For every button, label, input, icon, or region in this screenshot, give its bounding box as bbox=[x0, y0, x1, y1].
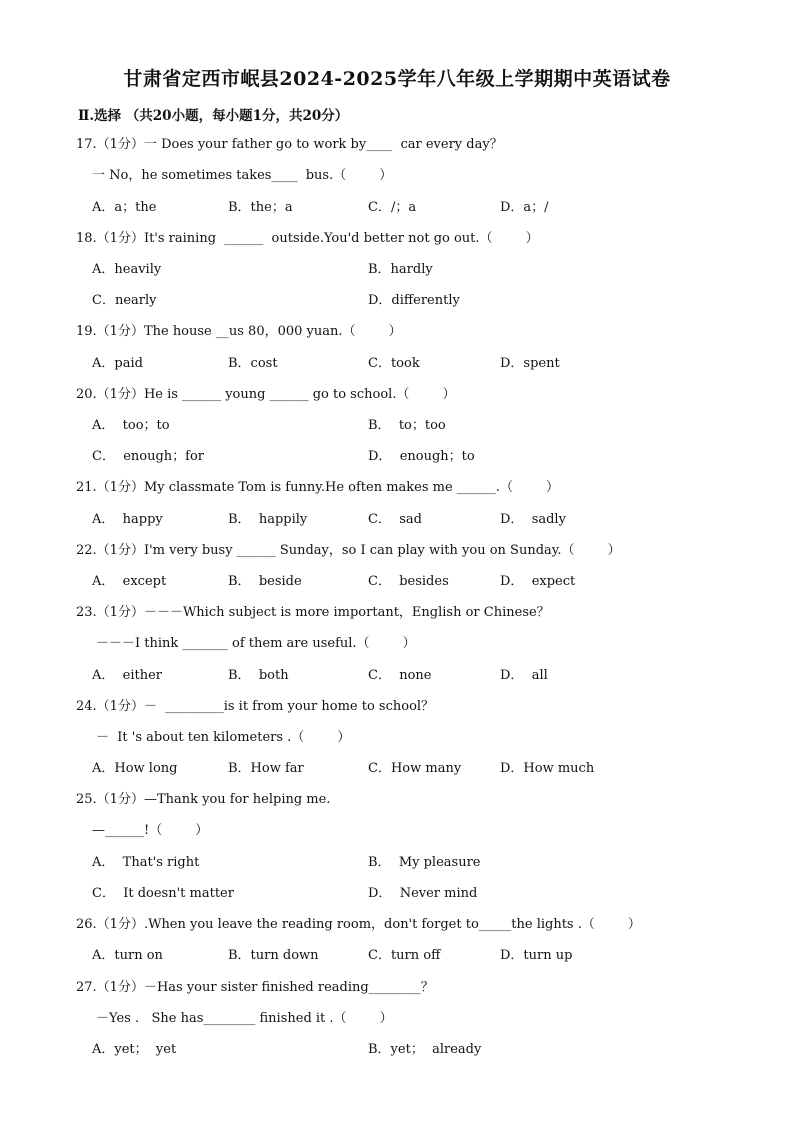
option-c: C． enough；for bbox=[92, 449, 205, 464]
question-stem: 20.（1分）He is ______ young ______ go to school.（ ） bbox=[76, 387, 456, 402]
option-d: D． sadly bbox=[500, 512, 566, 527]
option-d: D． enough；to bbox=[368, 449, 475, 464]
option-c: C．nearly bbox=[92, 293, 157, 308]
question-stem: 21.（1分）My classmate Tom is funny.He often makes me ______.（ ） bbox=[76, 480, 559, 495]
question-subline: 一 No，he sometimes takes____ bus.（ ） bbox=[92, 168, 393, 183]
option-b: B． My pleasure bbox=[368, 855, 481, 870]
question-stem: 23.（1分）－－－Which subject is more important，English or Chinese？ bbox=[76, 605, 550, 620]
option-a: A． except bbox=[92, 574, 167, 589]
option-b: B．the；a bbox=[228, 200, 293, 215]
question-stem: 17.（1分）一 Does your father go to work by____ car every day？ bbox=[76, 137, 503, 152]
option-b: B．cost bbox=[228, 356, 278, 371]
question-stem: 19.（1分）The house __us 80，000 yuan.（ ） bbox=[76, 324, 402, 339]
option-c: C．How many bbox=[368, 761, 462, 776]
page-title: 甘肃省定西市岷县2024-2025学年八年级上学期期中英语试卷 bbox=[123, 68, 671, 90]
option-d: D． Never mind bbox=[368, 886, 478, 901]
option-a: A． too；to bbox=[92, 418, 170, 433]
question-stem: 25.（1分）—Thank you for helping me. bbox=[76, 792, 331, 807]
question-stem: 22.（1分）I'm very busy ______ Sunday，so I can play with you on Sunday.（ ） bbox=[76, 543, 621, 558]
option-b: B． to；too bbox=[368, 418, 446, 433]
question-subline: －－－I think _______ of them are useful.（ ） bbox=[96, 636, 416, 651]
option-c: C． It doesn't matter bbox=[92, 886, 234, 901]
option-a: A．heavily bbox=[92, 262, 162, 277]
option-a: A．a；the bbox=[92, 200, 157, 215]
option-d: D．How much bbox=[500, 761, 595, 776]
option-c: C． none bbox=[368, 668, 432, 683]
option-d: D． all bbox=[500, 668, 548, 683]
option-a: A． either bbox=[92, 668, 163, 683]
option-a: A．turn on bbox=[92, 948, 163, 963]
option-b: B．turn down bbox=[228, 948, 319, 963]
section-heading: Ⅱ.选择 （共20小题，每小题1分，共20分） bbox=[78, 108, 349, 124]
option-c: C． sad bbox=[368, 512, 422, 527]
option-a: A． happy bbox=[92, 512, 163, 527]
question-subline: － It 's about ten kilometers .（ ） bbox=[96, 730, 351, 745]
option-a: A．yet； yet bbox=[92, 1042, 177, 1057]
question-stem: 24.（1分）－ _________is it from your home to school？ bbox=[76, 699, 435, 714]
option-b: B． both bbox=[228, 668, 289, 683]
option-c: C．took bbox=[368, 356, 420, 371]
option-c: C． besides bbox=[368, 574, 449, 589]
question-subline: —______!（ ） bbox=[92, 823, 209, 838]
option-b: B．yet； already bbox=[368, 1042, 482, 1057]
option-a: A．How long bbox=[92, 761, 178, 776]
option-a: A．paid bbox=[92, 356, 143, 371]
option-d: D．differently bbox=[368, 293, 460, 308]
option-d: D．turn up bbox=[500, 948, 573, 963]
option-d: D． expect bbox=[500, 574, 576, 589]
option-d: D．spent bbox=[500, 356, 560, 371]
option-b: B．How far bbox=[228, 761, 304, 776]
option-a: A． That's right bbox=[92, 855, 200, 870]
option-b: B．hardly bbox=[368, 262, 433, 277]
option-d: D．a；/ bbox=[500, 200, 549, 215]
question-subline: －Yes . She has________ finished it .（ ） bbox=[96, 1011, 393, 1026]
option-c: C．turn off bbox=[368, 948, 441, 963]
question-stem: 26.（1分）.When you leave the reading room，don't forget to_____the lights .（ ） bbox=[76, 917, 641, 932]
option-b: B． happily bbox=[228, 512, 308, 527]
option-c: C．/；a bbox=[368, 200, 417, 215]
question-stem: 18.（1分）It's raining ______ outside.You'd better not go out.（ ） bbox=[76, 231, 539, 246]
option-b: B． beside bbox=[228, 574, 302, 589]
question-stem: 27.（1分）－Has your sister finished reading________？ bbox=[76, 980, 434, 995]
